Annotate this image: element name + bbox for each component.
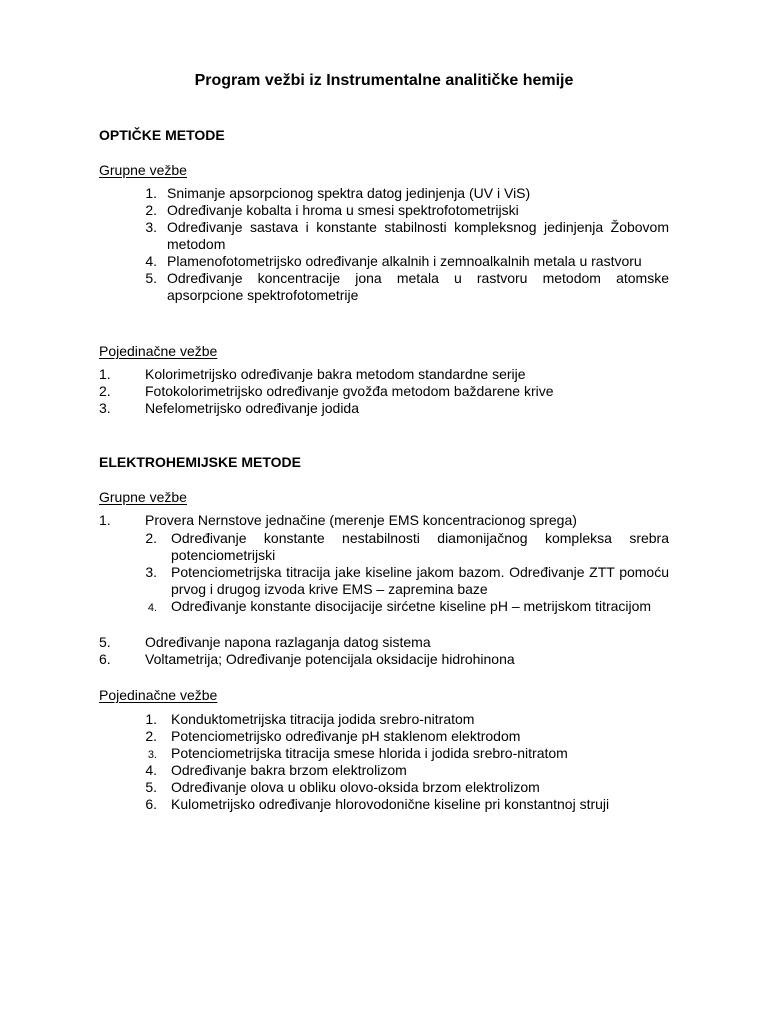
optic-group-list (99, 185, 669, 304)
subheading-electro-group: Grupne vežbe (99, 489, 187, 505)
list-item: 6. Kulometrijsko određivanje hlorovodonične kiseline pri konstantnoj struji (145, 796, 610, 812)
subheading-electro-indiv: Pojedinačne vežbe (99, 687, 218, 703)
subheading-optic-indiv: Pojedinačne vežbe (99, 343, 218, 359)
section-heading-electro: ELEKTROHEMIJSKE METODE (99, 454, 301, 470)
list-item: 6. Voltametrija; Određivanje potencijala oksidacije hidrohinona (99, 651, 515, 667)
list-item: 5. Određivanje koncentracije jona metala u rastvoru metodom atomske apsorpcione spektrofotometrije (145, 270, 669, 303)
document-title: Program vežbi iz Instrumentalne analitičke hemije (194, 72, 574, 89)
list-item: 1. Konduktometrijska titracija jodida srebro-nitratom (145, 711, 475, 727)
list-item: 1. Provera Nernstove jednačine (merenje EMS koncentracionog sprega) (99, 512, 577, 528)
optic-indiv-list (99, 366, 669, 417)
list-item: 2. Određivanje konstante nestabilnosti diamonijačnog kompleksa srebra potenciometrijski (145, 530, 669, 563)
electro-group-item-1 (99, 512, 669, 529)
list-item: 2. Fotokolorimetrijsko određivanje gvožđa metodom baždarene krive (99, 383, 554, 399)
list-item: 4. Određivanje konstante disocijacije sirćetne kiseline pH – metrijskom titracijom (147, 598, 652, 614)
list-item: 1. Snimanje apsorpcionog spektra datog jedinjenja (UV i ViS) (145, 185, 531, 201)
section-heading-optic: OPTIČKE METODE (99, 127, 225, 143)
list-item: 3. Određivanje sastava i konstante stabilnosti kompleksnog jedinjenja Žobovom metodom (145, 219, 669, 252)
list-item: 3. Nefelometrijsko određivanje jodida (99, 400, 360, 416)
list-item: 3. Potenciometrijska titracija jake kiseline jakom bazom. Određivanje ZTT pomoću prvog i drugog izvoda krive EMS – zapremina baze (145, 564, 669, 597)
list-item: 5. Određivanje napona razlaganja datog sistema (99, 634, 431, 650)
list-item: 5. Određivanje olova u obliku olovo-oksida brzom elektrolizom (145, 779, 540, 795)
list-item: 1. Kolorimetrijsko određivanje bakra metodom standardne serije (99, 366, 526, 382)
electro-group-list-mid (99, 530, 669, 615)
electro-indiv-list (99, 711, 669, 813)
subheading-optic-group: Grupne vežbe (99, 162, 187, 178)
electro-group-list-end (99, 634, 669, 668)
list-item: 4. Određivanje bakra brzom elektrolizom (145, 762, 407, 778)
list-item: 2. Potenciometrijsko određivanje pH staklenom elektrodom (145, 728, 521, 744)
list-item: 3. Potenciometrijska titracija smese hlorida i jodida srebro-nitratom (147, 745, 568, 761)
list-item: 4. Plamenofotometrijsko određivanje alkalnih i zemnoalkalnih metala u rastvoru (145, 253, 642, 269)
list-item: 2. Određivanje kobalta i hroma u smesi spektrofotometrijski (145, 202, 519, 218)
